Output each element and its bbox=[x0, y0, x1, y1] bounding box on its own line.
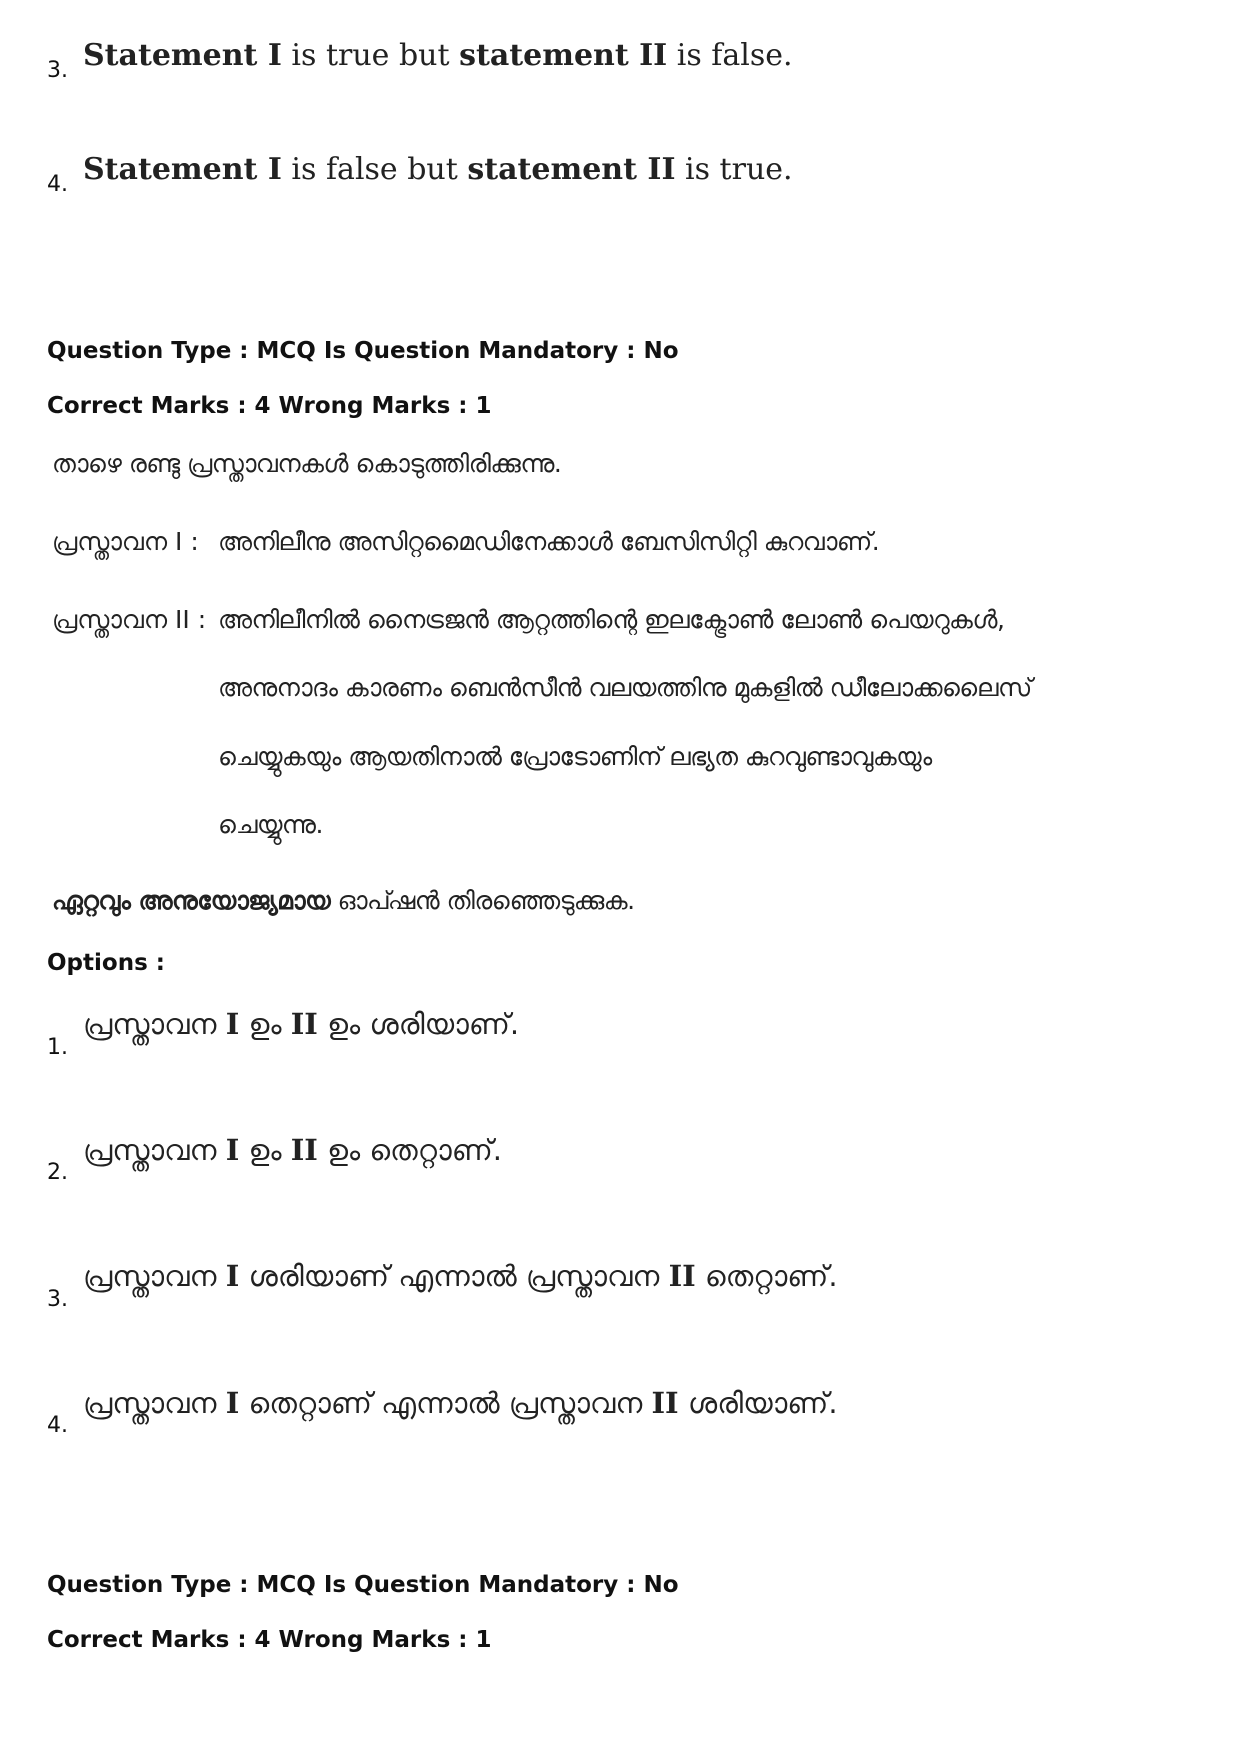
next-question-marks-line: Correct Marks : 4 Wrong Marks : 1 bbox=[47, 1627, 492, 1653]
bold-run: II bbox=[290, 1007, 318, 1041]
question-prompt-bold: ഏറ്റവും അനുയോജ്യമായ bbox=[52, 886, 331, 915]
bold-run: Statement I bbox=[83, 38, 282, 73]
statement-1-text: അനിലീനു അസിറ്റമൈഡിനേക്കാൾ ബേസിസിറ്റി കുറവാണ്. bbox=[218, 527, 880, 556]
prev-option-text-3 bbox=[83, 38, 793, 73]
text-run: ശരിയാണ്. bbox=[678, 1386, 838, 1420]
option-text-3 bbox=[83, 1259, 838, 1294]
statement-1-label: പ്രസ്താവന I : bbox=[52, 527, 199, 556]
text-run: ശരിയാണ് എന്നാൽ പ്രസ്താവന bbox=[239, 1259, 669, 1293]
bold-run: II bbox=[290, 1133, 318, 1167]
text-run: ഉം bbox=[239, 1133, 291, 1167]
text-run: തെറ്റാണ് എന്നാൽ പ്രസ്താവന bbox=[239, 1386, 652, 1420]
question-type-line: Question Type : MCQ Is Question Mandatory : No bbox=[47, 338, 679, 364]
prev-option-text-4 bbox=[83, 152, 793, 187]
options-label: Options : bbox=[47, 950, 165, 976]
bold-run: II bbox=[651, 1386, 679, 1420]
option-text-2 bbox=[83, 1133, 502, 1168]
text-run: ഉം തെറ്റാണ്. bbox=[317, 1133, 502, 1167]
text-run: പ്രസ്താവന bbox=[83, 1133, 226, 1167]
text-run: പ്രസ്താവന bbox=[83, 1007, 226, 1041]
text-run: ഉം bbox=[239, 1007, 291, 1041]
text-run: പ്രസ്താവന bbox=[83, 1259, 226, 1293]
bold-run: I bbox=[225, 1259, 240, 1293]
bold-run: I bbox=[225, 1386, 240, 1420]
statement-2-line-3: ചെയ്യുകയും ആയതിനാൽ പ്രോടോണിന് ലഭ്യത കുറവുണ്ടാവുകയും bbox=[218, 742, 932, 771]
statement-2-line-4: ചെയ്യുന്നു. bbox=[218, 810, 323, 839]
question-marks-line: Correct Marks : 4 Wrong Marks : 1 bbox=[47, 393, 492, 419]
statement-2-line-2: അനുനാദം കാരണം ബെൻസീൻ വലയത്തിനു മുകളിൽ ഡീലോക്കലൈസ് bbox=[218, 673, 1032, 702]
prev-option-number-4: 4. bbox=[47, 172, 68, 197]
bold-run: I bbox=[225, 1007, 240, 1041]
text-run: is true. bbox=[675, 152, 793, 187]
text-run: is false but bbox=[281, 152, 468, 187]
next-question-type-line: Question Type : MCQ Is Question Mandatory : No bbox=[47, 1572, 679, 1598]
statement-2-line-1: അനിലീനിൽ നൈട്രജൻ ആറ്റത്തിന്റെ ഇലക്ട്രോൺ ലോൺ പെയറുകൾ, bbox=[218, 605, 1005, 634]
text-run: is true but bbox=[281, 38, 460, 73]
question-prompt bbox=[52, 886, 635, 916]
option-text-4 bbox=[83, 1386, 838, 1421]
bold-run: Statement I bbox=[83, 152, 282, 187]
text-run: തെറ്റാണ്. bbox=[695, 1259, 838, 1293]
question-prompt-rest: ഓപ്ഷൻ തിരഞ്ഞെടുക്കുക. bbox=[330, 886, 635, 915]
bold-run: I bbox=[225, 1133, 240, 1167]
text-run: is false. bbox=[667, 38, 793, 73]
bold-run: II bbox=[668, 1259, 696, 1293]
option-text-1 bbox=[83, 1007, 519, 1042]
prev-option-number-3: 3. bbox=[47, 58, 68, 83]
option-number-4: 4. bbox=[47, 1413, 68, 1438]
bold-run: statement II bbox=[459, 38, 668, 73]
statement-2-label: പ്രസ്താവന II : bbox=[52, 605, 207, 634]
option-number-1: 1. bbox=[47, 1035, 68, 1060]
text-run: ഉം ശരിയാണ്. bbox=[317, 1007, 520, 1041]
bold-run: statement II bbox=[467, 152, 676, 187]
text-run: പ്രസ്താവന bbox=[83, 1386, 226, 1420]
question-intro: താഴെ രണ്ടു പ്രസ്താവനകൾ കൊടുത്തിരിക്കുന്നു. bbox=[52, 449, 562, 478]
option-number-3: 3. bbox=[47, 1287, 68, 1312]
option-number-2: 2. bbox=[47, 1160, 68, 1185]
